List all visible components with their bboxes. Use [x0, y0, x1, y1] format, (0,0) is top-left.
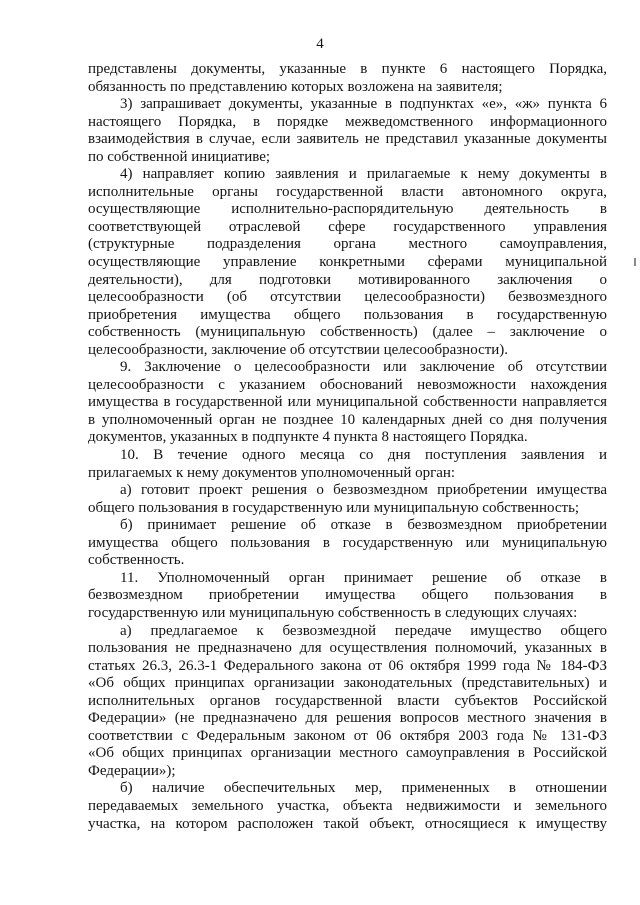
text-line: по собственной инициативе;: [88, 148, 271, 165]
text-line: взаимодействия в случае, если заявитель не представил указанные документы: [88, 131, 607, 148]
text-line: осуществляющие управление конкретными сферами муниципальной: [88, 254, 607, 271]
text-line: 3) запрашивает документы, указанные в подпунктах «е», «ж» пункта 6: [120, 96, 607, 113]
text-line: целесообразности (об отсутствии целесообразности) безвозмездного: [88, 289, 607, 306]
page-number: 4: [316, 36, 324, 52]
text-line: имущества общего пользования в государственную или муниципальную: [88, 534, 607, 551]
text-line: а) предлагаемое к безвозмездной передаче имущество общего: [120, 622, 607, 639]
text-line: 9. Заключение о целесообразности или заключение об отсутствии: [120, 359, 607, 376]
body-text: [88, 61, 607, 833]
text-line: приобретения имущества общего пользования в государственную: [88, 306, 607, 323]
text-line: пользования не предназначено для осуществления полномочий, указанных в: [88, 640, 607, 657]
text-line: участка, на котором расположен такой объект, относящиеся к имуществу: [88, 815, 607, 832]
text-line: государственную или муниципальную собственность в следующих случаях:: [88, 604, 578, 621]
text-line: б) принимает решение об отказе в безвозмездном приобретении: [120, 517, 607, 534]
text-line: настоящего Порядка, в порядке межведомственного информационного: [88, 113, 607, 130]
text-line: «Об общих принципах организации местного самоуправления в Российской: [88, 745, 607, 762]
text-line: 10. В течение одного месяца со дня поступления заявления и: [120, 447, 607, 464]
text-line: «Об общих принципах организации законодательных (представительных) и: [88, 675, 607, 692]
text-line: обязанность по представлению которых возложена на заявителя;: [88, 78, 503, 95]
text-line: собственность (муниципальную собственность) (далее – заключение о: [88, 324, 607, 341]
text-line: общего пользования в государственную или муниципальную собственность;: [88, 499, 580, 516]
text-line: Федерации» (не предназначено для решения вопросов местного значения в: [88, 710, 607, 727]
text-line: представлены документы, указанные в пункте 6 настоящего Порядка,: [88, 61, 607, 77]
text-line: собственность.: [88, 552, 185, 569]
text-line: исполнительные органы государственной власти автономного округа,: [88, 183, 607, 200]
text-line: соответствующей отраслевой сфере государственного управления: [88, 218, 607, 235]
text-line: документов, указанных в подпункте 4 пункта 8 настоящего Порядка.: [88, 429, 528, 446]
text-line: статьях 26.3, 26.3-1 Федерального закона от 06 октября 1999 года № 184-ФЗ: [88, 657, 607, 674]
text-line: передаваемых земельного участка, объекта недвижимости и земельного: [88, 797, 607, 814]
scan-mark: [634, 258, 636, 266]
text-line: 11. Уполномоченный орган принимает решение об отказе в: [120, 569, 607, 586]
text-line: а) готовит проект решения о безвозмездном приобретении имущества: [120, 482, 607, 499]
text-line: целесообразности с указанием обоснований невозможности нахождения: [88, 376, 607, 393]
text-line: в уполномоченный орган не позднее 10 календарных дней со дня получения: [88, 411, 607, 428]
text-line: безвозмездном приобретении имущества общего пользования в: [88, 587, 607, 604]
text-line: Федерации»);: [88, 762, 176, 779]
text-line: соответствии с Федеральным законом от 06 октября 2003 года № 131-ФЗ: [88, 727, 607, 744]
text-line: имущества в государственной или муниципальной собственности направляется: [88, 394, 607, 411]
text-line: 4) направляет копию заявления и прилагаемые к нему документы в: [120, 166, 607, 183]
text-line: осуществляющие исполнительно-распорядительную деятельность в: [88, 201, 607, 218]
text-line: целесообразности, заключение об отсутствии целесообразности).: [88, 341, 509, 358]
text-line: прилагаемых к нему документов уполномоченный орган:: [88, 464, 456, 481]
text-line: деятельности), для подготовки мотивированного заключения о: [88, 271, 607, 288]
text-line: исполнительных органов государственной власти субъектов Российской: [88, 692, 607, 709]
text-line: (структурные подразделения органа местного самоуправления,: [88, 236, 607, 253]
text-line: б) наличие обеспечительных мер, примененных в отношении: [120, 780, 607, 797]
